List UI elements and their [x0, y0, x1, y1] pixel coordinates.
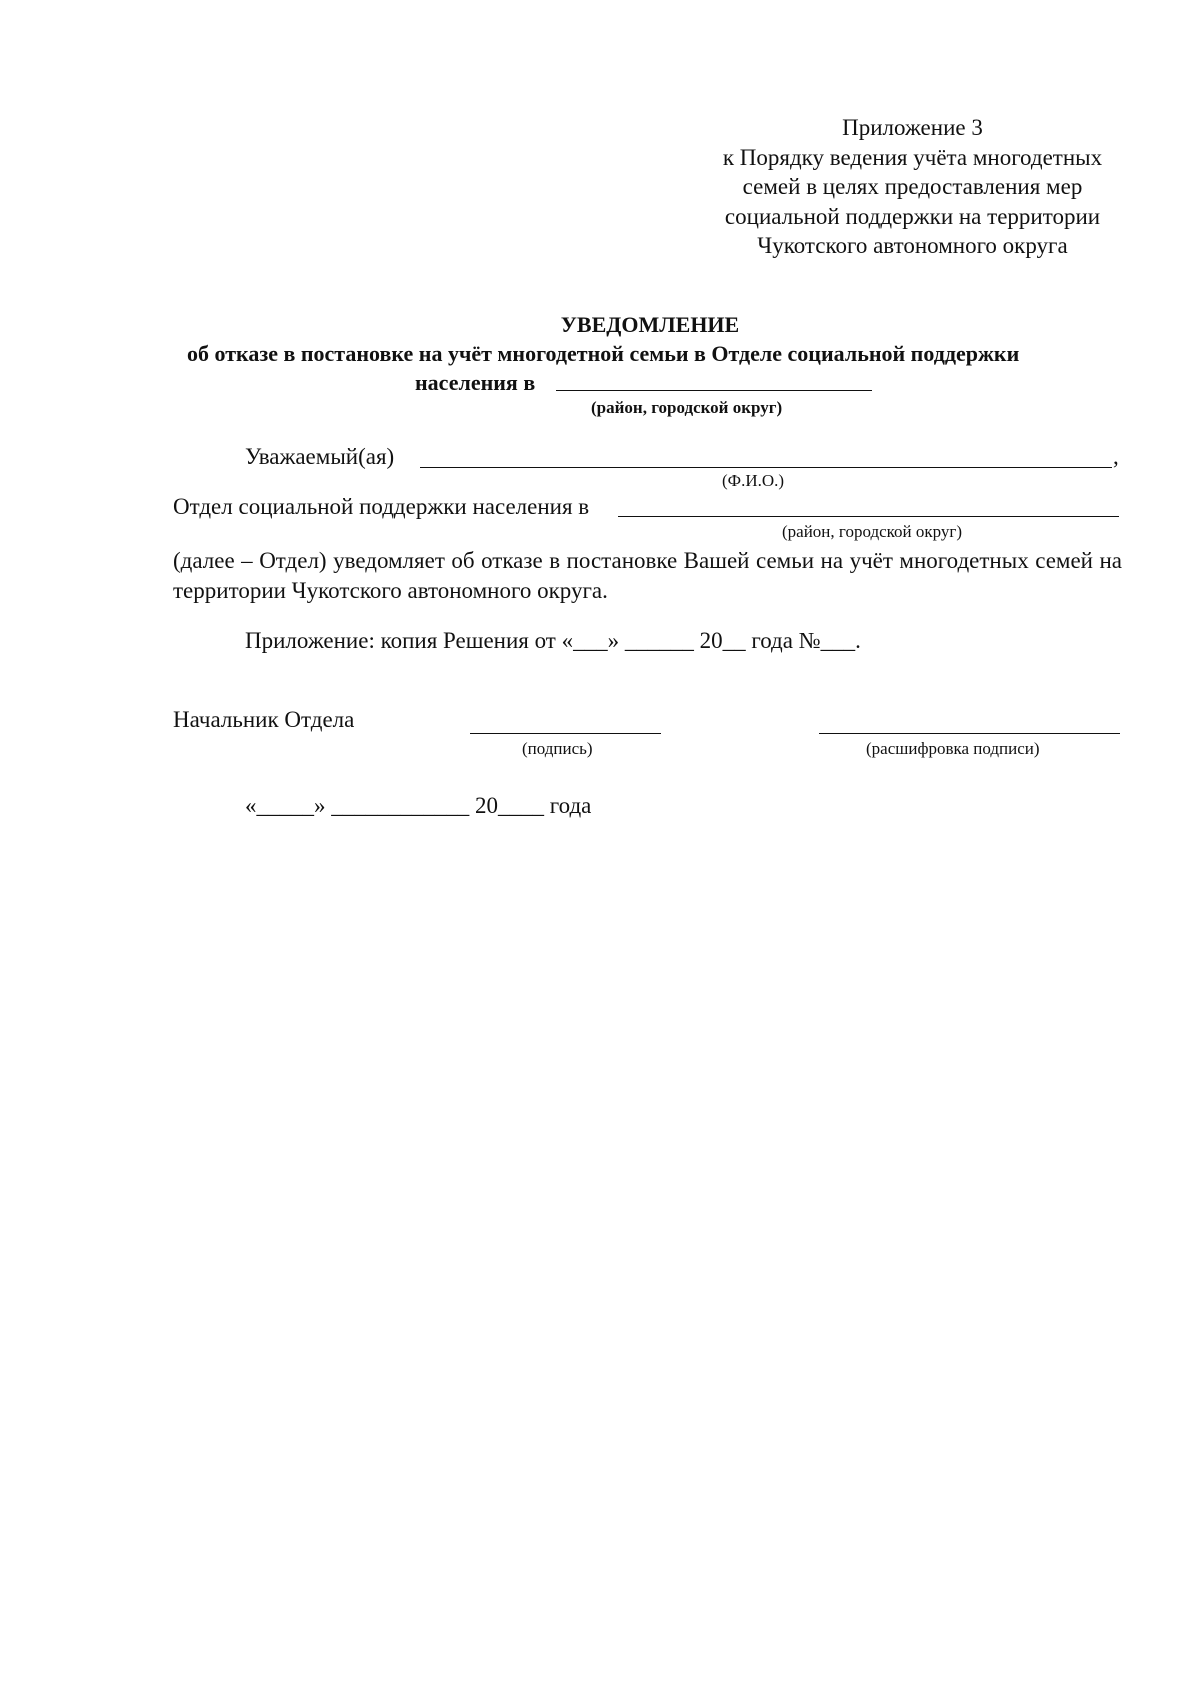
notice-subtitle: об отказе в постановке на учёт многодетной семьи в Отделе социальной поддержки	[187, 341, 1020, 366]
district-hint: (район, городской округ)	[591, 398, 783, 417]
appendix-line: Приложение 3	[842, 115, 983, 140]
appendix-line: к Порядку ведения учёта многодетных	[722, 144, 1103, 170]
signature-hint: (подпись)	[522, 739, 593, 758]
signature-decode-hint: (расшифровка подписи)	[866, 739, 1040, 758]
department-label: Отдел социальной поддержки населения в	[173, 494, 590, 519]
department-blank-line	[618, 516, 1119, 517]
attachment-line: Приложение: копия Решения от «___» ______ 20__ года №___.	[245, 628, 861, 653]
fio-hint: (Ф.И.О.)	[722, 471, 785, 490]
district-blank-line	[556, 390, 872, 391]
appendix-line: Чукотского автономного округа	[757, 233, 1068, 258]
head-of-department-label: Начальник Отдела	[173, 707, 355, 732]
signature-blank-line	[470, 733, 661, 734]
appendix-line: социальной поддержки на территории	[724, 203, 1101, 229]
notice-heading: УВЕДОМЛЕНИЕ	[560, 312, 740, 337]
notice-subtitle-2: населения в	[415, 370, 536, 395]
date-line: «_____» ____________ 20____ года	[245, 793, 592, 818]
greeting-comma: ,	[1113, 444, 1119, 469]
greeting-label: Уважаемый(ая)	[245, 444, 395, 469]
appendix-block	[700, 113, 1125, 261]
fio-blank-line	[420, 467, 1112, 468]
notice-paragraph: (далее – Отдел) уведомляет об отказе в постановке Вашей семьи на учёт многодетных семей на территории Чукотского автономного округа.	[173, 548, 1122, 603]
appendix-line: семей в целях предоставления мер	[742, 174, 1083, 199]
signature-decode-blank-line	[819, 733, 1120, 734]
department-hint: (район, городской округ)	[782, 522, 963, 541]
